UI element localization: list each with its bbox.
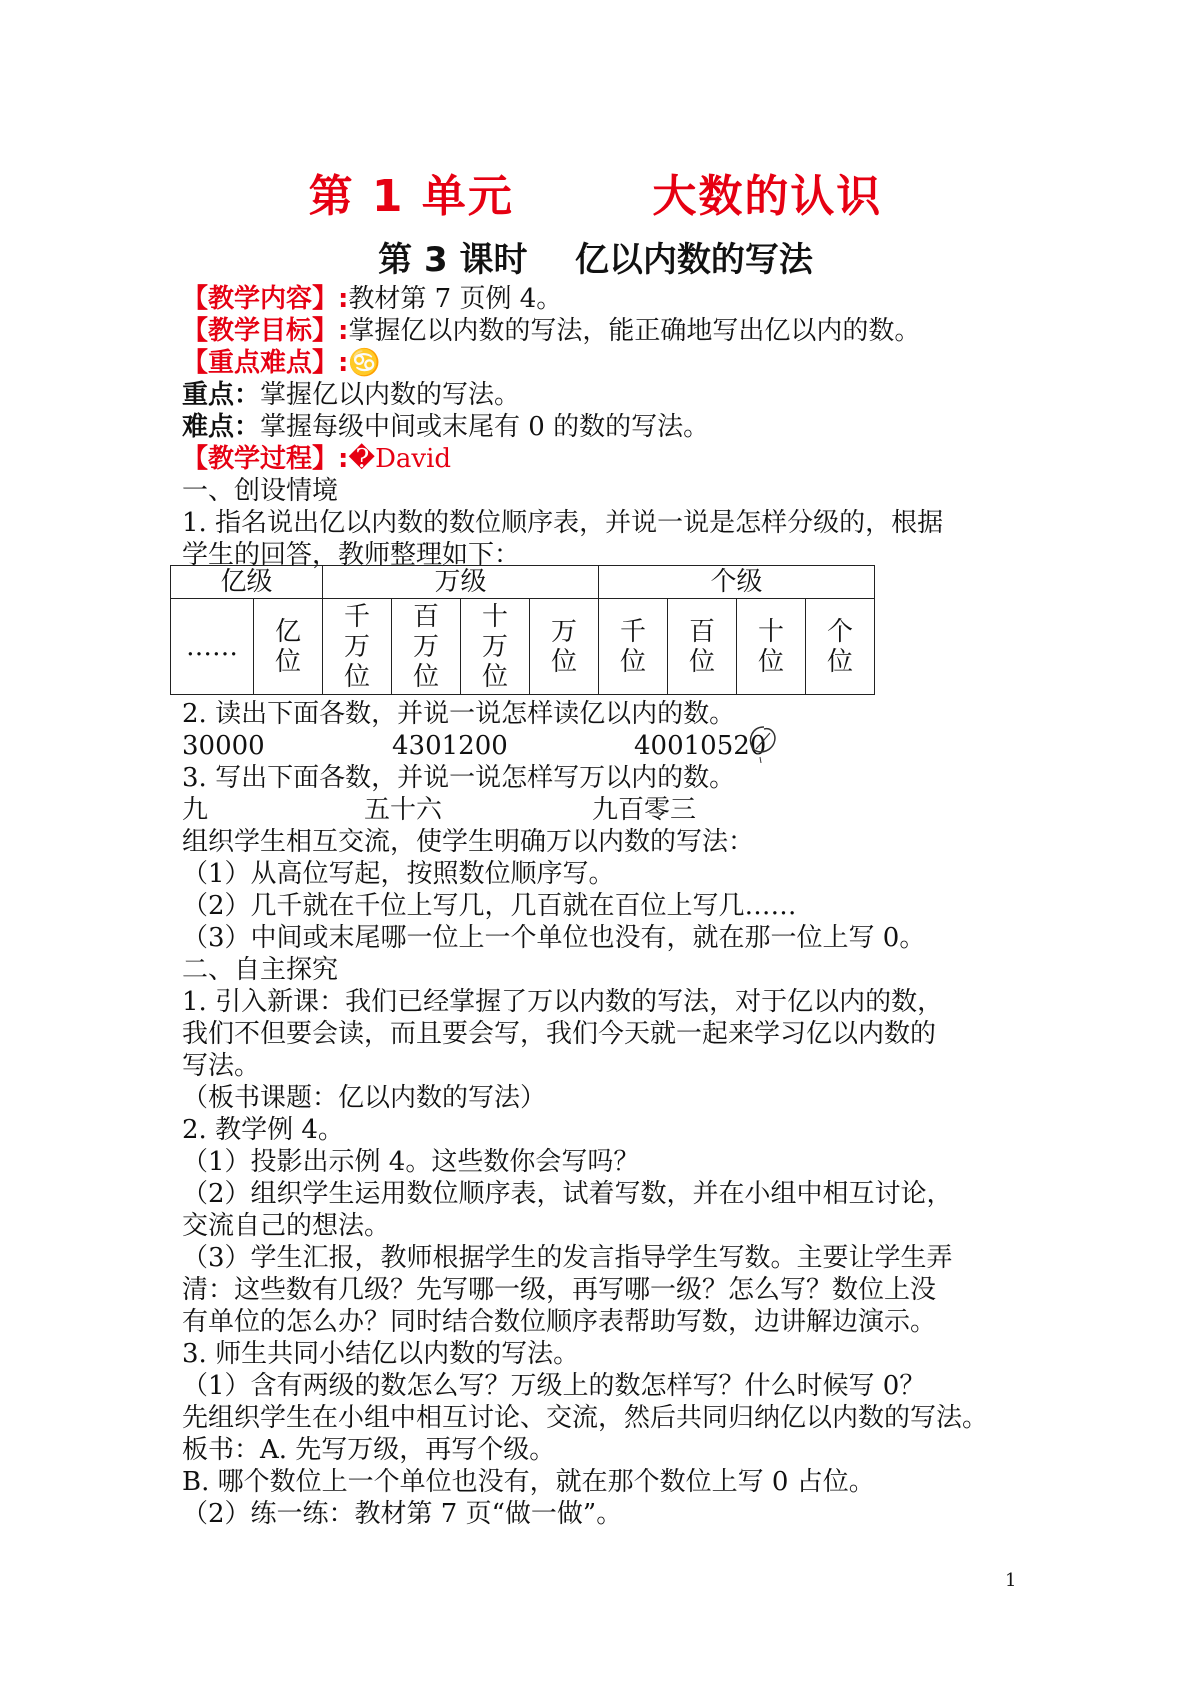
- place-char: 位: [343, 661, 370, 692]
- content-label: 【教学内容】:: [182, 284, 349, 314]
- goal-label: 【教学目标】:: [182, 316, 349, 346]
- place-bai: [668, 599, 737, 695]
- place-yi: [254, 599, 323, 695]
- place-char: 万: [550, 616, 577, 647]
- place-qianwan: [323, 599, 392, 695]
- paragraph-16: （2）练一练：教材第 7 页“做一做”。: [182, 1499, 623, 1529]
- pencil-scribble-icon: [746, 723, 780, 763]
- paragraph-5-line-1: 1. 引入新课：我们已经掌握了万以内数的写法，对于亿以内的数，: [182, 987, 944, 1017]
- paragraph-3: 3. 写出下面各数，并说一说怎样写万以内的数。: [182, 763, 736, 793]
- place-wan: [530, 599, 599, 695]
- place-char: 位: [481, 661, 508, 692]
- place-shiwan: [461, 599, 530, 695]
- group-ge: 个级: [599, 566, 875, 599]
- place-char: 千: [619, 616, 646, 647]
- process-mark: �David: [348, 444, 452, 474]
- difficult-text: 掌握每级中间或末尾有 0 的数的写法。: [260, 412, 710, 442]
- place-char: 万: [481, 631, 508, 662]
- place-char: 百: [688, 616, 715, 647]
- paragraph-11: 3. 师生共同小结亿以内数的写法。: [182, 1339, 580, 1369]
- place-char: 位: [619, 646, 646, 677]
- process-line: [182, 443, 451, 475]
- keydiff-mark-icon: ♋: [348, 348, 381, 378]
- lesson-title: 第 3 课时 亿以内数的写法: [378, 240, 813, 280]
- process-label: 【教学过程】:: [182, 444, 349, 474]
- paragraph-12: （1）含有两级的数怎么写？万级上的数怎样写？什么时候写 0？: [182, 1371, 926, 1401]
- section-2-heading: 二、自主探究: [182, 955, 339, 985]
- place-qian: [599, 599, 668, 695]
- key-line: [182, 379, 520, 411]
- rule-2: （2）几千就在千位上写几，几百就在百位上写几……: [182, 891, 797, 921]
- goal-text: 掌握亿以内数的写法，能正确地写出亿以内的数。: [348, 316, 921, 346]
- place-char: 万: [343, 631, 370, 662]
- paragraph-9-line-2: 交流自己的想法。: [182, 1211, 391, 1241]
- place-char: 万: [412, 631, 439, 662]
- paragraph-7: 2. 教学例 4。: [182, 1115, 344, 1145]
- read-number-3: 40010520: [634, 731, 767, 761]
- paragraph-15: B. 哪个数位上一个单位也没有，就在那个数位上写 0 占位。: [182, 1467, 875, 1497]
- paragraph-8: （1）投影出示例 4。这些数你会写吗？: [182, 1147, 640, 1177]
- paragraph-1-line-2: 学生的回答，教师整理如下：: [182, 540, 521, 570]
- paragraph-10-line-3: 有单位的怎么办？同时结合数位顺序表帮助写数，边讲解边演示。: [182, 1307, 937, 1337]
- section-1-heading: 一、创设情境: [182, 476, 339, 506]
- content-text: 教材第 7 页例 4。: [348, 284, 563, 314]
- place-char: 十: [757, 616, 784, 647]
- page-number: 1: [1005, 1570, 1017, 1591]
- group-yi: 亿级: [171, 566, 323, 599]
- place-char: 位: [550, 646, 577, 677]
- paragraph-14: 板书：A. 先写万级，再写个级。: [182, 1435, 556, 1465]
- place-ge: [806, 599, 875, 695]
- content-line: [182, 283, 562, 315]
- paragraph-6: （板书课题：亿以内数的写法）: [182, 1083, 547, 1113]
- place-char: 千: [343, 601, 370, 632]
- unit-title: 第 1 单元 大数的认识: [308, 171, 883, 222]
- read-number-2: 4301200: [392, 731, 508, 761]
- keydiff-line: [182, 347, 381, 379]
- place-char: 位: [757, 646, 784, 677]
- paragraph-10-line-1: （3）学生汇报，教师根据学生的发言指导学生写数。主要让学生弄: [182, 1243, 953, 1273]
- key-label: 重点：: [182, 380, 261, 410]
- goal-line: [182, 315, 920, 347]
- paragraph-4: 组织学生相互交流，使学生明确万以内数的写法：: [182, 827, 755, 857]
- place-char: 位: [274, 646, 301, 677]
- place-char: 百: [412, 601, 439, 632]
- paragraph-2: 2. 读出下面各数，并说一说怎样读亿以内的数。: [182, 699, 736, 729]
- paragraph-5-line-3: 写法。: [182, 1051, 261, 1081]
- rule-3: （3）中间或末尾哪一位上一个单位也没有，就在那一位上写 0。: [182, 923, 926, 953]
- place-char: 十: [481, 601, 508, 632]
- read-number-1: 30000: [182, 731, 265, 761]
- paragraph-9-line-1: （2）组织学生运用数位顺序表，试着写数，并在小组中相互讨论，: [182, 1179, 953, 1209]
- place-shi: [737, 599, 806, 695]
- difficult-label: 难点：: [182, 412, 261, 442]
- keydiff-label: 【重点难点】:: [182, 348, 349, 378]
- key-text: 掌握亿以内数的写法。: [260, 380, 521, 410]
- group-wan: 万级: [323, 566, 599, 599]
- difficult-line: [182, 411, 709, 443]
- write-number-1: 九: [182, 795, 209, 825]
- paragraph-1-line-1: 1. 指名说出亿以内数的数位顺序表，并说一说是怎样分级的，根据: [182, 508, 944, 538]
- place-char: 位: [688, 646, 715, 677]
- place-baiwan: [392, 599, 461, 695]
- place-char: 个: [826, 616, 853, 647]
- place-char: 亿: [274, 616, 301, 647]
- write-number-2: 五十六: [364, 795, 443, 825]
- place-value-table: [170, 565, 875, 695]
- rule-1: （1）从高位写起，按照数位顺序写。: [182, 859, 615, 889]
- paragraph-5-line-2: 我们不但要会读，而且要会写，我们今天就一起来学习亿以内数的: [182, 1019, 937, 1049]
- paragraph-10-line-2: 清：这些数有几级？先写哪一级，再写哪一级？怎么写？数位上没: [182, 1275, 937, 1305]
- write-number-3: 九百零三: [592, 795, 697, 825]
- paragraph-13: 先组织学生在小组中相互讨论、交流，然后共同归纳亿以内数的写法。: [182, 1403, 989, 1433]
- place-dots: ……: [171, 599, 254, 695]
- place-char: 位: [826, 646, 853, 677]
- place-char: 位: [412, 661, 439, 692]
